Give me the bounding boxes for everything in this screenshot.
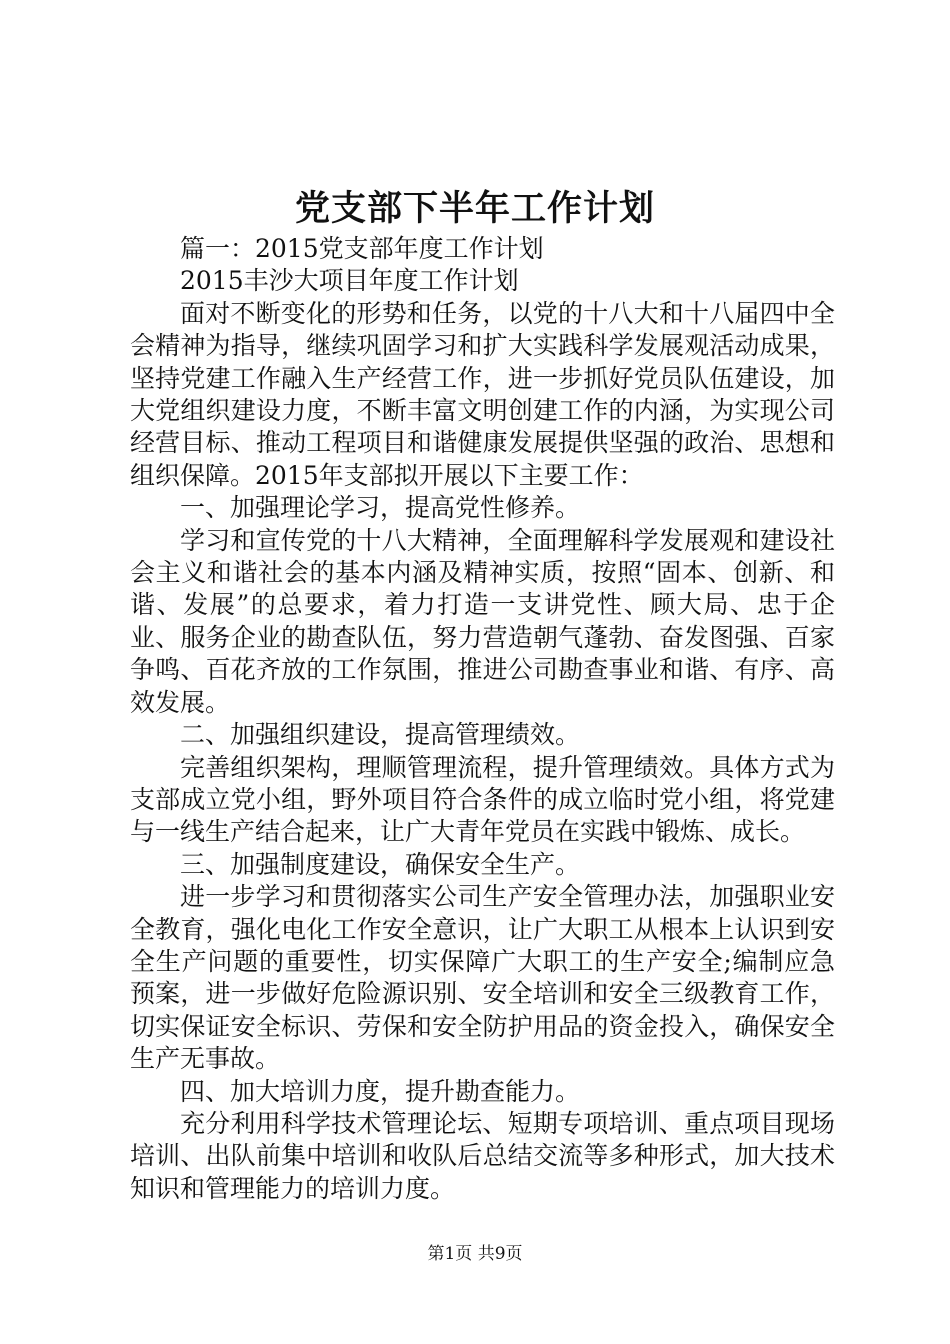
- section-heading-3: 三、加强制度建设，确保安全生产。: [180, 849, 581, 879]
- section-heading-4: 四、加大培训力度，提升勘查能力。: [180, 1076, 581, 1106]
- paragraph-subtitle: 2015丰沙大项目年度工作计划: [180, 266, 519, 296]
- section-heading-1: 一、加强理论学习，提高党性修养。: [180, 493, 581, 523]
- page-footer: 第1页 共9页: [427, 1244, 523, 1264]
- paragraph-intro: 面对不断变化的形势和任务，以党的十八大和十八届四中全会精神为指导，继续巩固学习和扩大实践科学发展观活动成果，坚持党建工作融入生产经营工作，进一步抓好党员队伍建设，加大党组织建设力度，不断丰富文明创建工作的内涵，为实现公司经营目标、推动工程项目和谐健康发展提供坚强的政治、思想和组织保障。2015年支部拟开展以下主要工作：: [130, 298, 835, 490]
- document-title: 党支部下半年工作计划: [294, 188, 655, 229]
- document-body: [130, 233, 835, 1205]
- paragraph-section-2: 完善组织架构，理顺管理流程，提升管理绩效。具体方式为支部成立党小组，野外项目符合条件的成立临时党小组，将党建与一线生产结合起来，让广大青年党员在实践中锻炼、成长。: [130, 752, 835, 847]
- paragraph-section-1: 学习和宣传党的十八大精神，全面理解科学发展观和建设社会主义和谐社会的基本内涵及精神实质，按照“固本、创新、和谐、发展”的总要求，着力打造一支讲党性、顾大局、忠于企业、服务企业的勘查队伍，努力营造朝气蓬勃、奋发图强、百家争鸣、百花齐放的工作氛围，推进公司勘查事业和谐、有序、高效发展。: [130, 525, 835, 717]
- paragraph-heading-part1: 篇一：2015党支部年度工作计划: [180, 234, 544, 263]
- paragraph-section-4: 充分利用科学技术管理论坛、短期专项培训、重点项目现场培训、出队前集中培训和收队后总结交流等多种形式，加大技术知识和管理能力的培训力度。: [130, 1108, 835, 1203]
- paragraph-section-3: 进一步学习和贯彻落实公司生产安全管理办法，加强职业安全教育，强化电化工作安全意识，让广大职工从根本上认识到安全生产问题的重要性，切实保障广大职工的生产安全;编制应急预案，进一步做好危险源识别、安全培训和安全三级教育工作，切实保证安全标识、劳保和安全防护用品的资金投入，确保安全生产无事故。: [130, 882, 835, 1074]
- section-heading-2: 二、加强组织建设，提高管理绩效。: [180, 720, 581, 750]
